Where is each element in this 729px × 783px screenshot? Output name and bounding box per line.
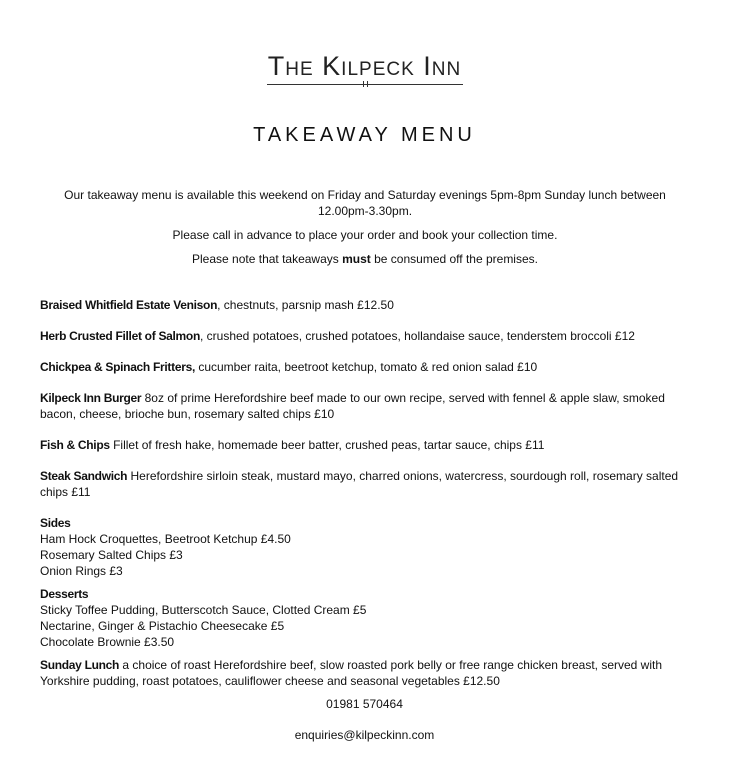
dish-fish-chips xyxy=(40,437,690,453)
list-item: Ham Hock Croquettes, Beetroot Ketchup £4.50 xyxy=(40,532,291,546)
dish-venison xyxy=(40,297,690,313)
logo xyxy=(0,50,729,85)
logo-text: The Kilpeck Inn xyxy=(267,51,462,81)
page-title: TAKEAWAY MENU xyxy=(253,124,476,146)
dish-desc: , chestnuts, parsnip mash £12.50 xyxy=(217,298,394,312)
list-item: Chocolate Brownie £3.50 xyxy=(40,635,175,649)
dish-fritters xyxy=(40,359,690,375)
dish-steak-sandwich xyxy=(40,468,690,500)
dish-burger xyxy=(40,390,690,422)
intro xyxy=(40,187,690,275)
dish-name: Herb Crusted Fillet of Salmon xyxy=(40,329,200,343)
list-item: Rosemary Salted Chips £3 xyxy=(40,548,183,562)
dish-sunday-lunch xyxy=(40,657,690,689)
dish-name: Steak Sandwich xyxy=(40,469,128,483)
list-item: Nectarine, Ginger & Pistachio Cheesecake £5 xyxy=(40,619,285,633)
intro-availability: Our takeaway menu is available this weekend on Friday and Saturday evenings 5pm-8pm Sunday lunch between 12.00pm-3.30pm. xyxy=(64,188,666,218)
dish-name: Kilpeck Inn Burger xyxy=(40,391,142,405)
desserts-title: Desserts xyxy=(40,587,89,601)
sides-list xyxy=(40,531,291,579)
intro-call-advance: Please call in advance to place your order and book your collection time. xyxy=(172,228,558,242)
dish-salmon xyxy=(40,328,690,344)
list-item: Onion Rings £3 xyxy=(40,564,123,578)
contact-email: enquiries@kilpeckinn.com xyxy=(294,728,435,742)
logo-mark-icon xyxy=(363,81,368,87)
dish-desc: a choice of roast Herefordshire beef, slow roasted pork belly or free range chicken breast, served with Yorkshire pudding, roast potatoes, cauliflower cheese and seasonal vegetables £12.50 xyxy=(40,658,663,688)
dish-name: Sunday Lunch xyxy=(40,658,120,672)
dish-desc: , crushed potatoes, crushed potatoes, hollandaise sauce, tenderstem broccoli £12 xyxy=(200,329,635,343)
dish-desc: Fillet of fresh hake, homemade beer batter, crushed peas, tartar sauce, chips £11 xyxy=(109,438,545,452)
logo-underline xyxy=(267,84,463,85)
dish-desc: Herefordshire sirloin steak, mustard mayo, charred onions, watercress, sourdough roll, rosemary salted chips £11 xyxy=(40,469,679,499)
dish-name: Braised Whitfield Estate Venison xyxy=(40,298,218,312)
intro-premises-note: Please note that takeaways must be consumed off the premises. xyxy=(192,252,538,266)
sides-title: Sides xyxy=(40,516,71,530)
desserts-list xyxy=(40,602,366,650)
contact-phone: 01981 570464 xyxy=(326,697,403,711)
list-item: Sticky Toffee Pudding, Butterscotch Sauce, Clotted Cream £5 xyxy=(40,603,367,617)
dish-desc: cucumber raita, beetroot ketchup, tomato & red onion salad £10 xyxy=(194,360,538,374)
dish-desc: 8oz of prime Herefordshire beef made to our own recipe, served with fennel & apple slaw, smoked bacon, cheese, brioche bun, rosemary salted chips £10 xyxy=(40,391,665,421)
dish-name: Chickpea & Spinach Fritters, xyxy=(40,360,195,374)
dish-name: Fish & Chips xyxy=(40,438,110,452)
